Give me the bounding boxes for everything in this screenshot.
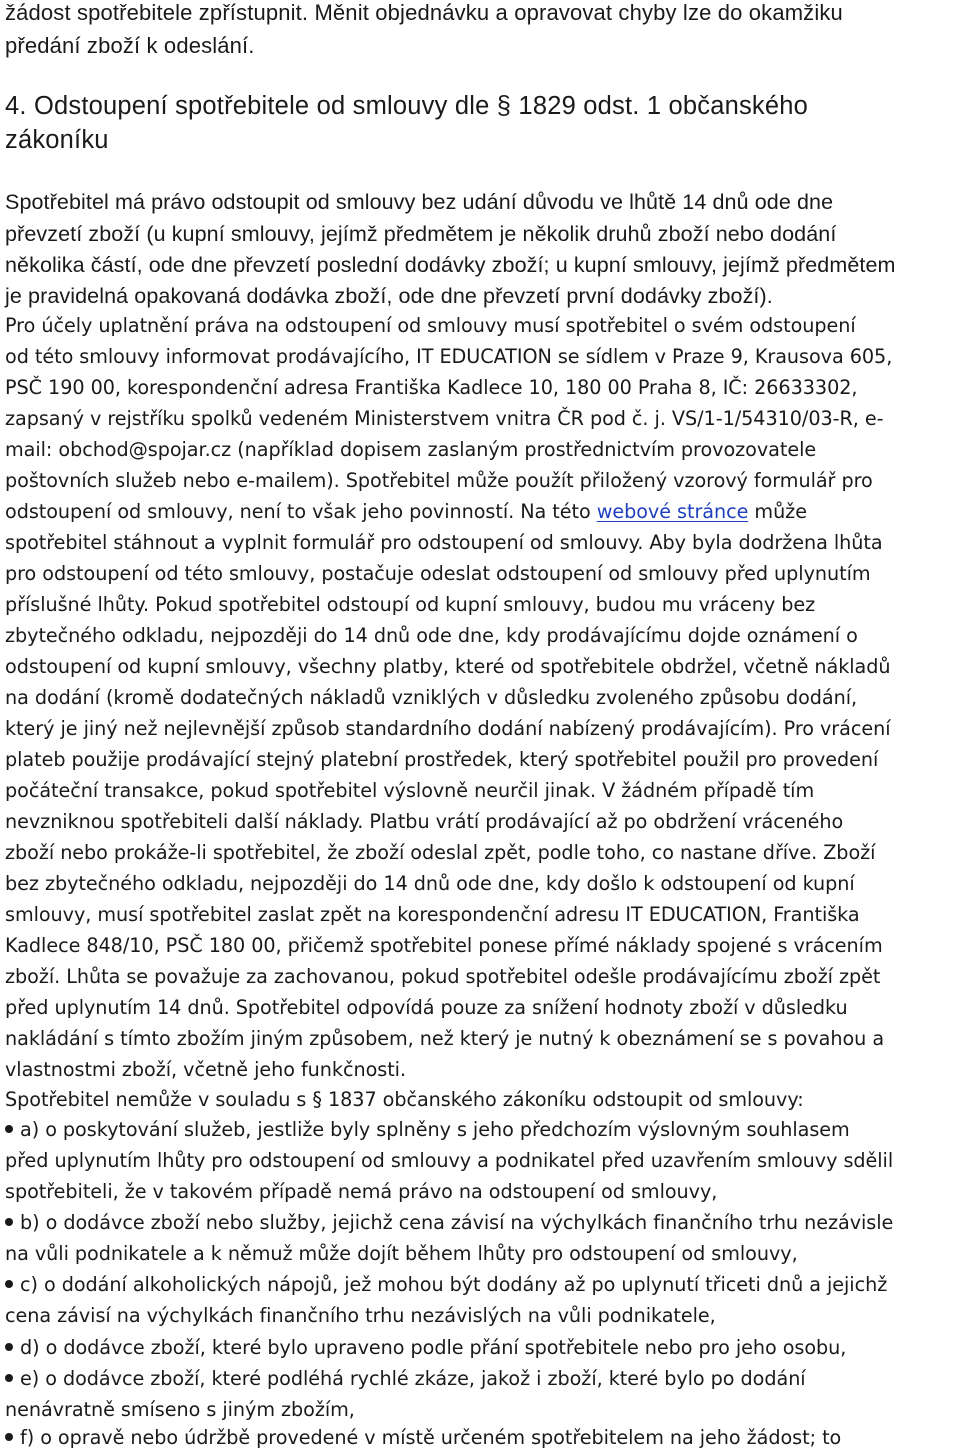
paragraph-line: nevzniknou spotřebiteli další náklady. Platbu vrátí prodávající až po obdržení vráceného [5,810,844,833]
paragraph-line: smlouvy, musí spotřebitel zaslat zpět na korespondenční adresu IT EDUCATION, Františka [5,903,860,926]
paragraph-line: Pro účely uplatnění práva na odstoupení od smlouvy musí spotřebitel o svém odstoupení [5,314,856,337]
paragraph-line: zbytečného odkladu, nejpozději do 14 dnů ode dne, kdy prodávajícímu dojde oznámení o [5,624,858,647]
bullet-icon [5,1125,13,1133]
list-item-continuation: před uplynutím lhůty pro odstoupení od smlouvy a podnikatel před uzavřením smlouvy sdělil [5,1149,894,1172]
section-heading: 4. Odstoupení spotřebitele od smlouvy dle § 1829 odst. 1 občanského [5,92,809,120]
list-item-f [5,1426,841,1449]
list-item-text: a) o poskytování služeb, jestliže byly splněny s jeho předchozím výslovným souhlasem [20,1118,850,1141]
list-item-text: f) o opravě nebo údržbě provedené v místě určeném spotřebitelem na jeho žádost; to [20,1426,842,1449]
paragraph-line: vlastnostmi zboží, včetně jeho funkčnosti. [5,1058,407,1081]
paragraph-line: převzetí zboží (u kupní smlouvy, jejímž předmětem je několik druhů zboží nebo dodání [5,222,837,246]
paragraph-line: mail: obchod@spojar.cz (například dopisem zaslaným prostřednictvím provozovatele [5,438,817,461]
paragraph-line: Kadlece 848/10, PSČ 180 00, přičemž spotřebitel ponese přímé náklady spojené s vrácením [5,934,883,957]
paragraph-line: nakládání s tímto zbožím jiným způsobem, než který je nutný k obeznámení se s povahou a [5,1027,885,1050]
paragraph-line: odstoupení od kupní smlouvy, všechny platby, které od spotřebitele obdržel, včetně nákladů [5,655,891,678]
paragraph-line: pro odstoupení od této smlouvy, postačuje odeslat odstoupení od smlouvy před uplynutím [5,562,871,585]
paragraph-line: zboží. Lhůta se považuje za zachovanou, pokud spotřebitel odešle prodávajícímu zboží zpět [5,965,881,988]
form-download-link[interactable]: webové stránce [596,500,749,523]
paragraph-line: počáteční transakce, pokud spotřebitel výslovně neurčil jinak. V žádném případě tím [5,779,815,802]
list-item-continuation: nenávratně smíseno s jiným zbožím, [5,1398,355,1421]
list-item-continuation: spotřebiteli, že v takovém případě nemá právo na odstoupení od smlouvy, [5,1180,718,1203]
list-item-text: c) o dodání alkoholických nápojů, jež mohou být dodány až po uplynutí třiceti dnů a jejichž [20,1273,888,1296]
bullet-icon [5,1374,13,1382]
exceptions-intro: Spotřebitel nemůže v souladu s § 1837 občanského zákoníku odstoupit od smlouvy: [5,1088,804,1111]
intro-line: žádost spotřebitele zpřístupnit. Měnit objednávku a opravovat chyby lze do okamžiku [5,0,843,25]
list-item-continuation: cena závisí na výchylkách finančního trhu nezávislých na vůli podnikatele, [5,1304,716,1327]
paragraph-line: zboží nebo prokáže-li spotřebitel, že zboží odeslal zpět, podle toho, co nastane dříve. Zboží [5,841,876,864]
paragraph-line: Spotřebitel má právo odstoupit od smlouvy bez udání důvodu ve lhůtě 14 dnů ode dne [5,190,834,214]
paragraph-line: PSČ 190 00, korespondenční adresa Františka Kadlece 10, 180 00 Praha 8, IČ: 26633302, [5,376,858,399]
list-item-continuation: na vůli podnikatele a k němuž může dojít během lhůty pro odstoupení od smlouvy, [5,1242,798,1265]
paragraph-text: může [748,500,807,523]
list-item-text: e) o dodávce zboží, které podléhá rychlé zkáze, jakož i zboží, které bylo po dodání [20,1367,806,1390]
paragraph-line: několika částí, ode dne převzetí poslední dodávky zboží; u kupní smlouvy, jejímž předmětem [5,253,896,277]
paragraph-line: spotřebitel stáhnout a vyplnit formulář pro odstoupení od smlouvy. Aby byla dodržena lhůta [5,531,883,554]
bullet-icon [5,1218,13,1226]
paragraph-text: odstoupení od smlouvy, není to však jeho povinností. Na této [5,500,597,523]
list-item-a [5,1118,850,1141]
bullet-icon [5,1433,13,1441]
list-item-e [5,1367,806,1390]
list-item-text: d) o dodávce zboží, které bylo upraveno podle přání spotřebitele nebo pro jeho osobu, [20,1336,847,1359]
paragraph-line: před uplynutím 14 dnů. Spotřebitel odpovídá pouze za snížení hodnoty zboží v důsledku [5,996,848,1019]
paragraph-line: zapsaný v rejstříku spolků vedeném Ministerstvem vnitra ČR pod č. j. VS/1-1/54310/03-R, e- [5,407,884,430]
paragraph-line: plateb použije prodávající stejný platební prostředek, který spotřebitel použil pro provedení [5,748,879,771]
paragraph-line [5,500,807,523]
list-item-d [5,1336,846,1359]
paragraph-line: bez zbytečného odkladu, nejpozději do 14 dnů ode dne, kdy došlo k odstoupení od kupní [5,872,855,895]
list-item-text: b) o dodávce zboží nebo služby, jejichž cena závisí na výchylkách finančního trhu nezávisle [20,1211,894,1234]
paragraph-line: příslušné lhůty. Pokud spotřebitel odstoupí od kupní smlouvy, budou mu vráceny bez [5,593,816,616]
paragraph-line: který je jiný než nejlevnější způsob standardního dodání nabízený prodávajícím). Pro vrácení [5,717,891,740]
paragraph-line: je pravidelná opakovaná dodávka zboží, ode dne převzetí první dodávky zboží). [5,284,773,308]
section-heading: zákoníku [5,126,109,154]
paragraph-line: poštovních služeb nebo e-mailem). Spotřebitel může použít přiložený vzorový formulář pro [5,469,873,492]
list-item-c [5,1273,887,1296]
bullet-icon [5,1343,13,1351]
list-item-b [5,1211,893,1234]
intro-line: předání zboží k odeslání. [5,33,255,58]
paragraph-line: na dodání (kromě dodatečných nákladů vzniklých v důsledku zvoleného způsobu dodání, [5,686,858,709]
bullet-icon [5,1280,13,1288]
paragraph-line: od této smlouvy informovat prodávajícího, IT EDUCATION se sídlem v Praze 9, Krausova 605, [5,345,893,368]
